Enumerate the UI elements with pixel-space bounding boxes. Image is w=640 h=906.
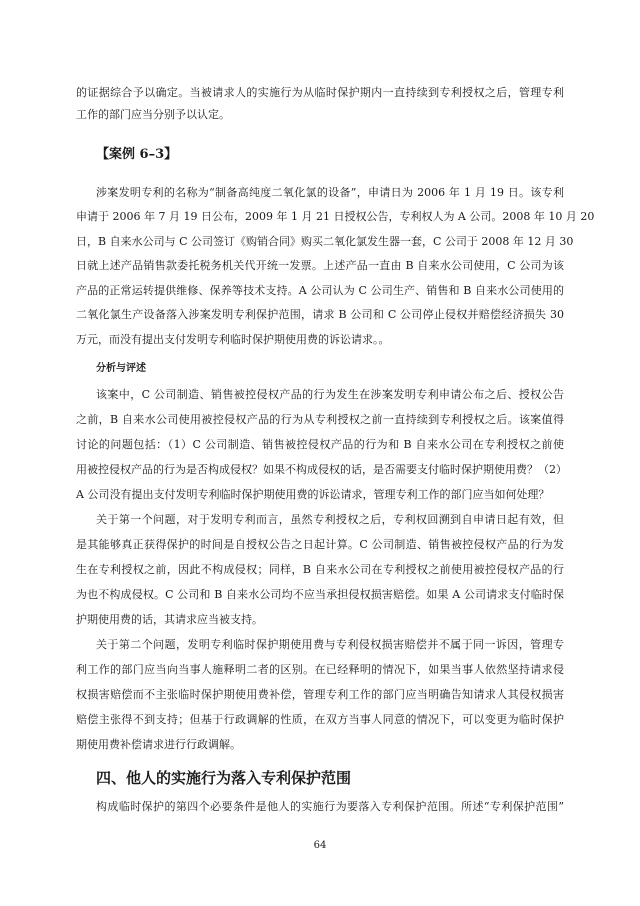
- text-line: 构成临时保护的第四个必要条件是他人的实施行为要落入专利保护范围。所述“专利保护范围”: [96, 800, 564, 813]
- text-line: 为也不构成侵权。C 公司和 B 自来水公司均不应当承担侵权损害赔偿。如果 A 公司请求支付临时保: [76, 588, 564, 601]
- text-line: 生在专利授权之前，因此不构成侵权；同样，B 自来水公司在专利授权之前使用被控侵权产品的行: [76, 563, 564, 576]
- text-line: 二氧化氯生产设备落入涉案发明专利保护范围，请求 B 公司和 C 公司停止侵权并赔偿经济损失 30: [76, 308, 564, 321]
- analysis-title: 分析与评述: [96, 363, 146, 374]
- text-line: 日，B 自来水公司与 C 公司签订《购销合同》购买二氧化氯发生器一套，C 公司于 2008 年 12 月 30: [76, 235, 574, 248]
- text-line: 日就上述产品销售款委托税务机关代开统一发票。上述产品一直由 B 自来水公司使用，C 公司为该: [76, 259, 564, 272]
- section-heading: 四、他人的实施行为落入专利保护范围: [96, 769, 352, 787]
- page-number: 64: [313, 840, 327, 851]
- text-line: 利工作的部门应当向当事人施释明二者的区别。在已经释明的情况下，如果当事人依然坚持请求侵: [76, 663, 564, 676]
- text-line: 万元，而没有提出支付发明专利临时保护期使用费的诉讼请求。。: [76, 333, 390, 346]
- text-line: 的证据综合予以确定。当被请求人的实施行为从临时保护期内一直持续到专利授权之后，管理专利: [76, 86, 564, 99]
- text-line: 关于第一个问题，对于发明专利而言，虽然专利授权之后，专利权回溯到自申请日起有效，但: [96, 513, 564, 526]
- text-line: 之前，B 自来水公司使用被控侵权产品的行为从专利授权之前一直持续到专利授权之后。该案值得: [76, 413, 564, 426]
- text-line: 赔偿主张得不到支持；但基于行政调解的性质，在双方当事人同意的情况下，可以变更为临时保护: [76, 713, 564, 726]
- text-line: 期使用费补偿请求进行行政调解。: [76, 738, 241, 751]
- text-line: 权损害赔偿而不主张临时保护期使用费补偿，管理专利工作的部门应当明确告知请求人其侵权损害: [76, 688, 564, 701]
- text-line: 讨论的问题包括：（1）C 公司制造、销售被控侵权产品的行为和 B 自来水公司在专利授权之前使: [76, 438, 564, 451]
- text-line: 申请于 2006 年 7 月 19 日公布，2009 年 1 月 21 日授权公告，专利权人为 A 公司。2008 年 10 月 20: [76, 210, 595, 223]
- text-line: A 公司没有提出支付发明专利临时保护期使用费的诉讼请求，管理专利工作的部门应当如何处理？: [76, 488, 550, 501]
- text-line: 是其能够真正获得保护的时间是自授权公告之日起计算。C 公司制造、销售被控侵权产品的行为发: [76, 538, 564, 551]
- text-line: 关于第二个问题，发明专利临时保护期使用费与专利侵权损害赔偿并不属于同一诉因，管理专: [96, 638, 564, 651]
- text-line: 工作的部门应当分别予以认定。: [76, 108, 230, 121]
- text-line: 涉案发明专利的名称为“制备高纯度二氧化氯的设备”，申请日为 2006 年 1 月 19 日。该专利: [96, 186, 564, 199]
- case-title: 【案例 6–3】: [96, 147, 178, 162]
- text-line: 该案中，C 公司制造、销售被控侵权产品的行为发生在涉案发明专利申请公布之后、授权公告: [96, 388, 564, 401]
- text-line: 产品的正常运转提供维修、保养等技术支持。A 公司认为 C 公司生产、销售和 B 自来水公司使用的: [76, 284, 564, 297]
- text-line: 用被控侵权产品的行为是否构成侵权？如果不构成侵权的话，是否需要支付临时保护期使用费？（2）: [76, 463, 567, 476]
- text-line: 护期使用费的话，其请求应当被支持。: [76, 613, 263, 626]
